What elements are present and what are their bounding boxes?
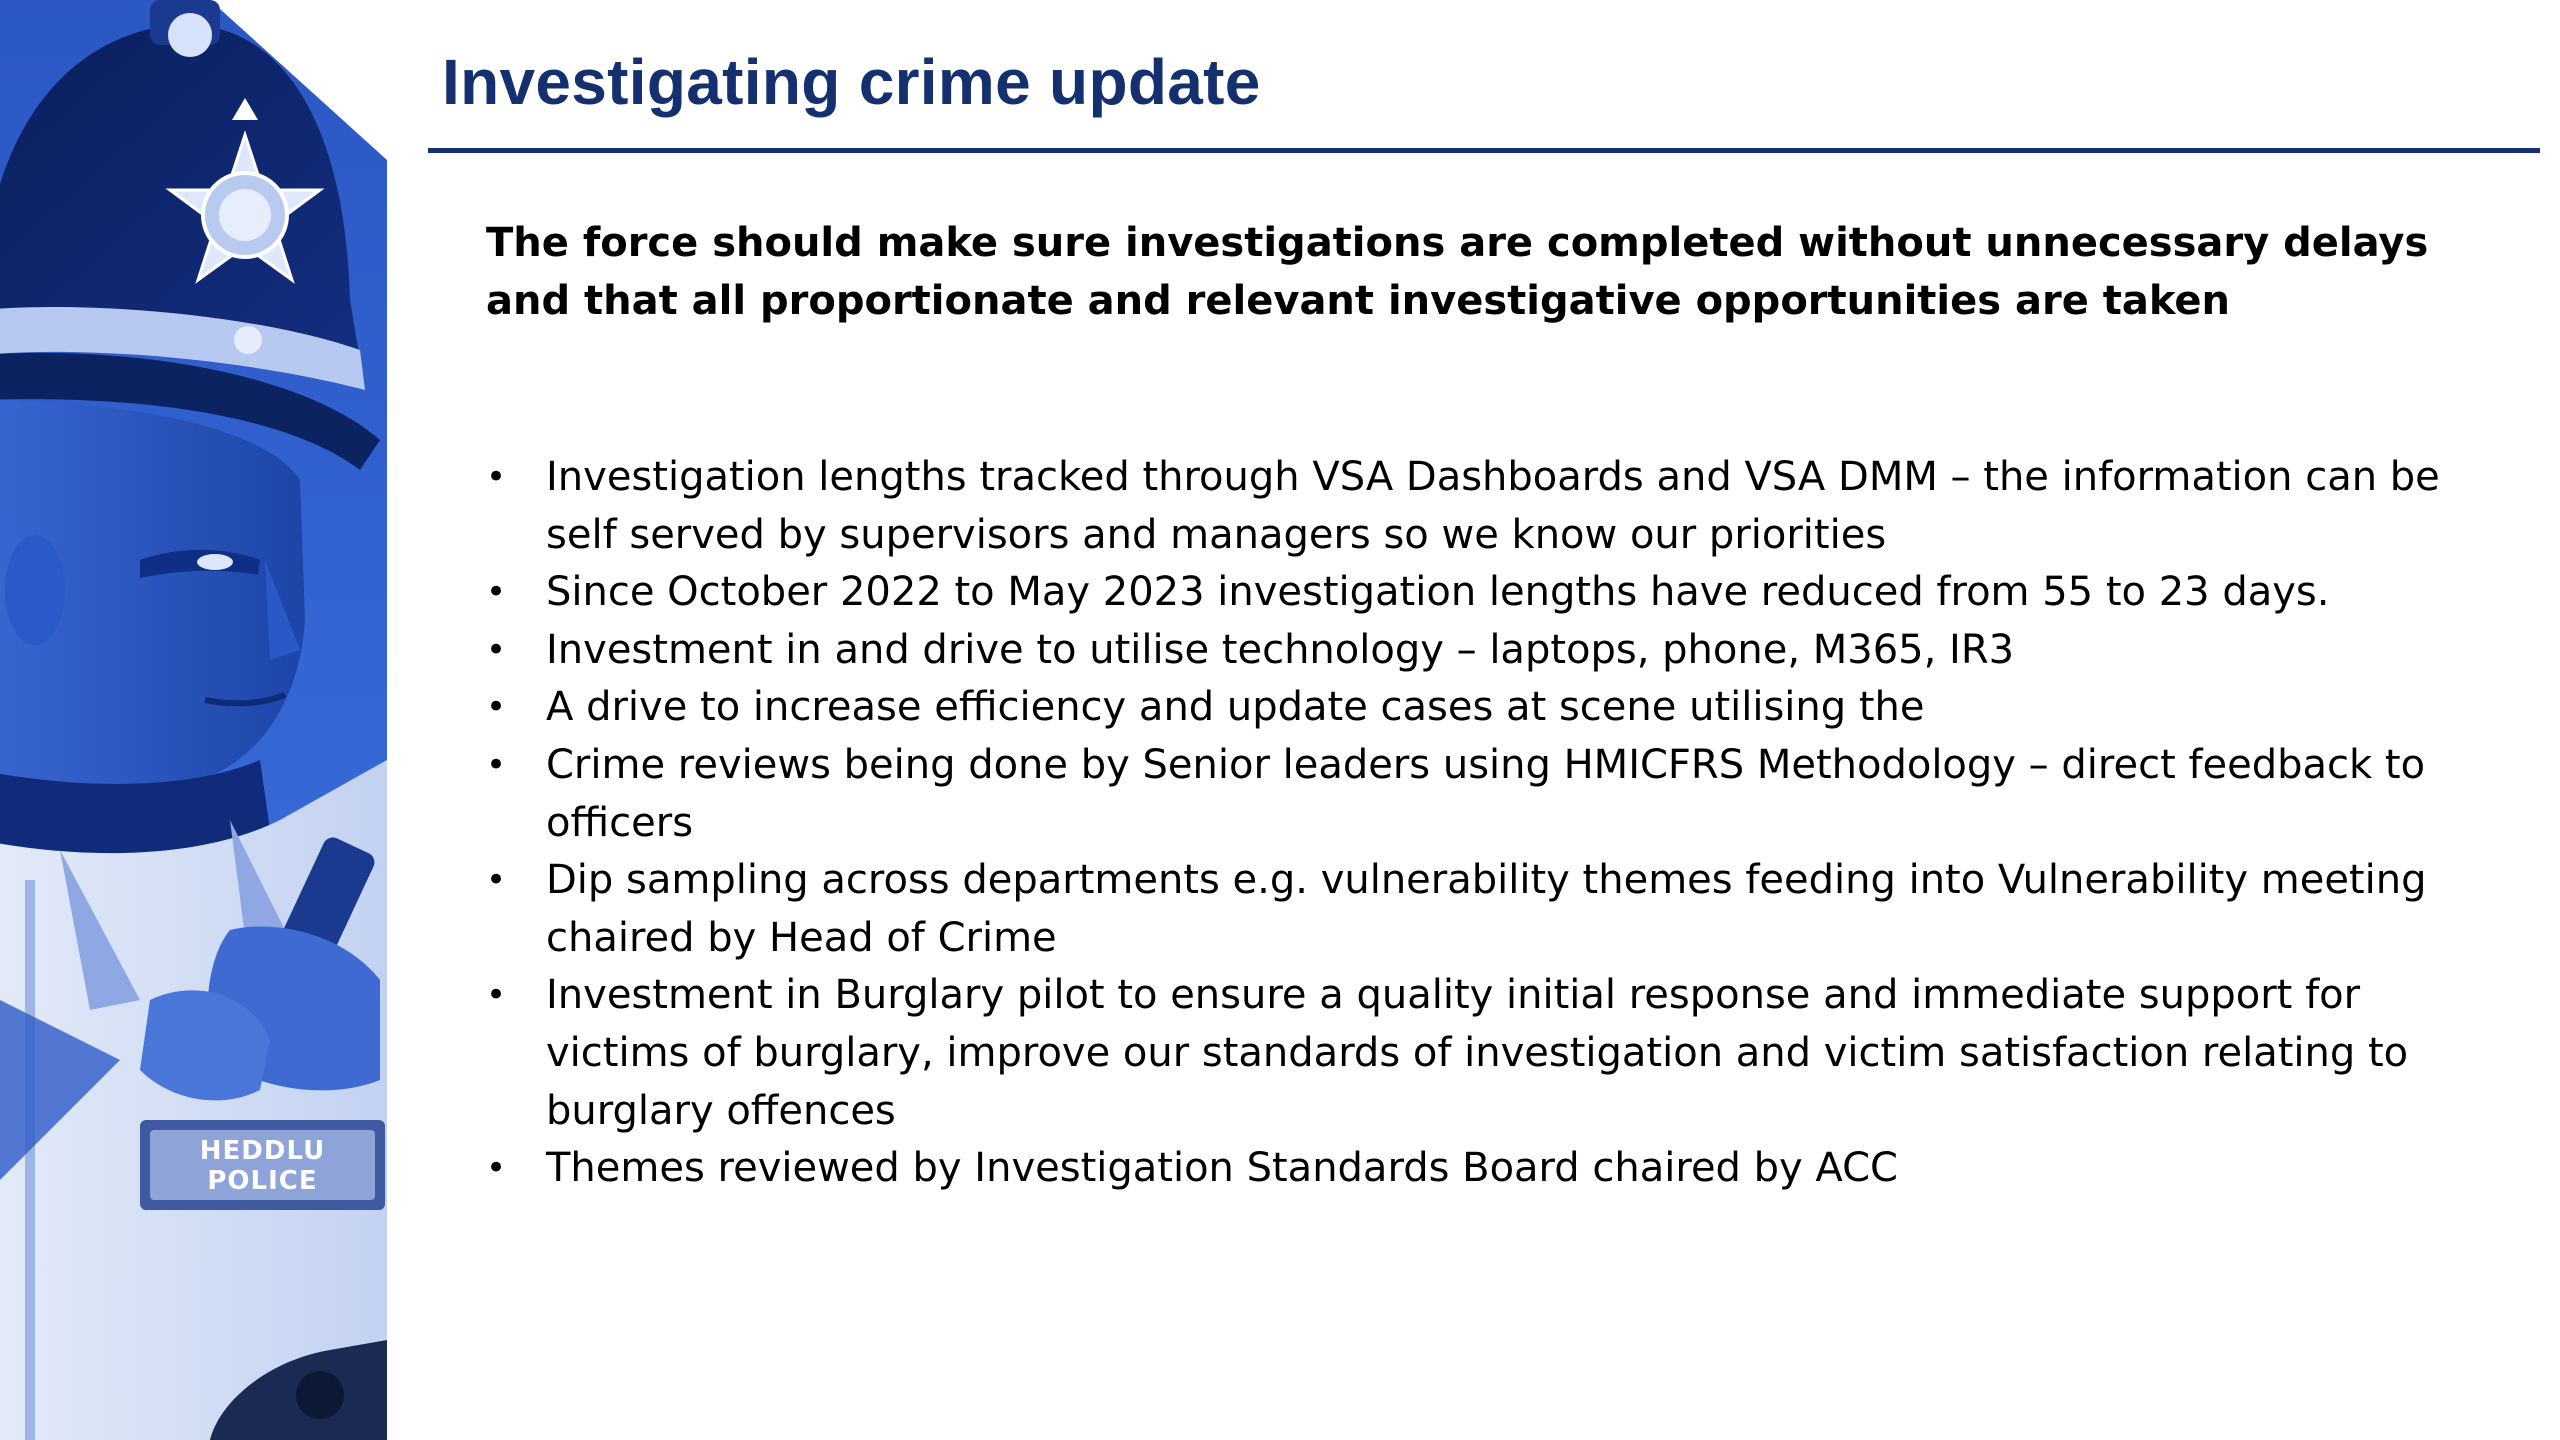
bullet-icon: • — [486, 687, 507, 728]
bullet-icon: • — [486, 629, 507, 670]
list-item-text: Crime reviews being done by Senior leaders using HMICFRS Methodology – direct feedback to officers — [546, 741, 2426, 846]
officer-photo — [0, 0, 387, 1440]
title-divider — [428, 148, 2540, 153]
bullet-icon: • — [486, 457, 507, 497]
bullet-icon: • — [486, 975, 507, 1016]
slide-title: Investigating crime update — [442, 46, 1261, 118]
list-item-text: Since October 2022 to May 2023 investigation lengths have reduced from 55 to 23 days. — [546, 569, 2330, 616]
bullet-icon: • — [486, 1148, 507, 1189]
bullet-icon: • — [486, 744, 507, 785]
list-item — [486, 679, 2486, 737]
bullet-icon: • — [486, 572, 507, 613]
lead-statement: The force should make sure investigations are completed without unnecessary delays and that all proportionate and relevant investigative opportunities are taken — [486, 220, 2429, 324]
list-item — [486, 852, 2486, 967]
list-item-text: Dip sampling across departments e.g. vulnerability themes feeding into Vulnerability meeting chaired by Head of Crime — [546, 857, 2427, 961]
list-item — [486, 737, 2486, 852]
list-item-text: Investigation lengths tracked through VSA Dashboards and VSA DMM – the information can be self served by supervisors and managers so we know our priorities — [546, 454, 2440, 558]
list-item — [486, 449, 2486, 564]
bullet-icon: • — [486, 860, 507, 901]
list-item — [486, 564, 2486, 622]
list-item — [486, 967, 2486, 1140]
bullet-list — [486, 449, 2486, 1198]
list-item-text: Investment in and drive to utilise technology – laptops, phone, M365, IR3 — [546, 626, 2015, 673]
list-item-text: A drive to increase efficiency and update cases at scene utilising the — [546, 684, 1925, 731]
list-item — [486, 622, 2486, 680]
list-item — [486, 1140, 2486, 1198]
list-item-text: Investment in Burglary pilot to ensure a quality initial response and immediate support for victims of burglary, improve our standards of investigation and victim satisfaction relating to burglary offences — [546, 972, 2409, 1134]
police-badge-label: HEDDLU POLICE — [199, 1136, 326, 1196]
list-item-text: Themes reviewed by Investigation Standards Board chaired by ACC — [546, 1145, 1898, 1192]
